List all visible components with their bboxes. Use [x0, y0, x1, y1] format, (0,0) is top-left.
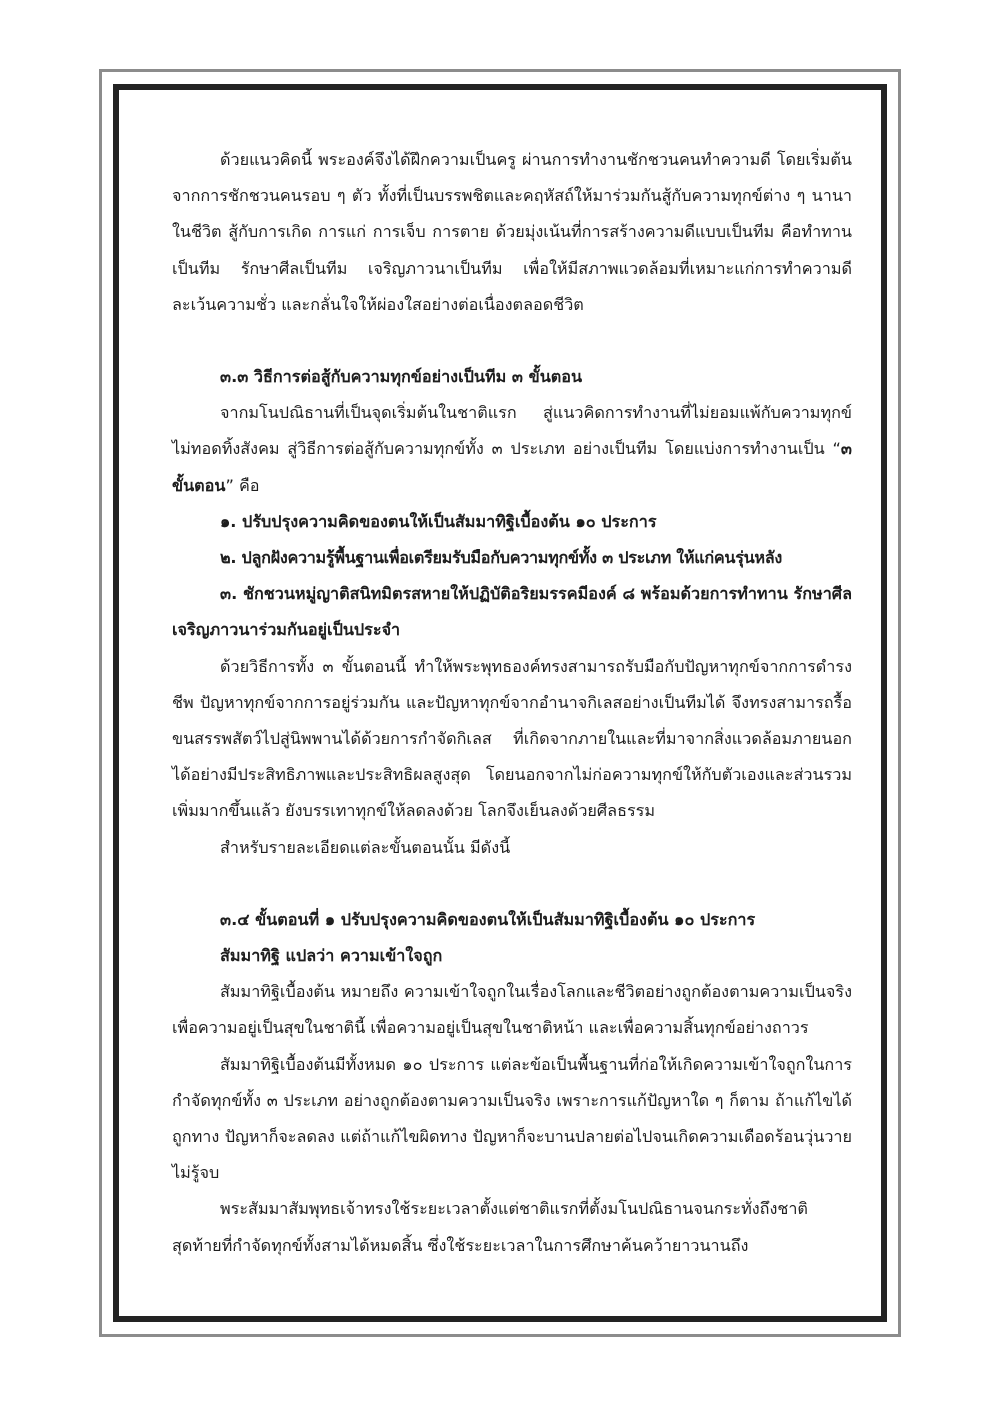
section-3-4-paragraph-2: สัมมาทิฐิเบื้องต้นมีทั้งหมด ๑๐ ประการ แต่ละข้อเป็นพื้นฐานที่ก่อให้เกิดความเข้าใจถูกในการกำจัดทุกข์ทั้ง ๓ ประเภท อย่างถูกต้องตามความเป็นจริง เพราะการแก้ปัญหาใด ๆ ก็ตาม ถ้าแก้ไขได้ถูกทาง ปัญหาก็จะลดลง แต่ถ้าแก้ไขผิดทาง ปัญหาก็จะบานปลายต่อไปจนเกิดความเดือดร้อนวุ่นวายไม่รู้จบ — [172, 1054, 852, 1183]
spacer — [172, 323, 852, 359]
section-3-4-subheading: สัมมาทิฐิ แปลว่า ความเข้าใจถูก — [220, 946, 443, 966]
step-1: ๑. ปรับปรุงความคิดของตนให้เป็นสัมมาทิฐิเบื้องต้น ๑๐ ประการ — [220, 511, 657, 531]
section-3-4-paragraph-1: สัมมาทิฐิเบื้องต้น หมายถึง ความเข้าใจถูกในเรื่องโลกและชีวิตอย่างถูกต้องตามความเป็นจริง เพื่อความอยู่เป็นสุขในชาตินี้ เพื่อความอยู่เป็นสุขในชาติหน้า และเพื่อความสิ้นทุกข์อย่างถาวร — [172, 982, 852, 1038]
section-3-3-body: ด้วยวิธีการทั้ง ๓ ขั้นตอนนี้ ทำให้พระพุทธองค์ทรงสามารถรับมือกับปัญหาทุกข์จากการดำรงชีพ ปัญหาทุกข์จากการอยู่ร่วมกัน และปัญหาทุกข์จากอำนาจกิเลสอย่างเป็นทีมได้ จึงทรงสามารถรื้อขนสรรพสัตว์ไปสู่นิพพานได้ด้วยการกำจัดกิเลส ที่เกิดจากภายในและที่มาจากสิ่งแวดล้อมภายนอกได้อย่างมีประสิทธิภาพและประสิทธิผลสูงสุด โดยนอกจากไม่ก่อความทุกข์ให้กับตัวเองและส่วนรวมเพิ่มมากขึ้นแล้ว ยังบรรเทาทุกข์ให้ลดลงด้วย โลกจึงเย็นลงด้วยศีลธรรม — [172, 656, 852, 821]
section-3-3-detail: สำหรับรายละเอียดแต่ละขั้นตอนนั้น มีดังนี้ — [220, 837, 511, 857]
step-3: ๓. ชักชวนหมู่ญาติสนิทมิตรสหายให้ปฏิบัติอริยมรรคมีองค์ ๘ พร้อมด้วยการทำทาน รักษาศีล เจริญภาวนาร่วมกันอยู่เป็นประจำ — [172, 584, 852, 640]
step-2: ๒. ปลูกฝังความรู้พื้นฐานเพื่อเตรียมรับมือกับความทุกข์ทั้ง ๓ ประเภท ให้แก่คนรุ่นหลัง — [220, 548, 782, 568]
spacer — [172, 866, 852, 902]
section-3-3-intro-bold: ๓ ขั้นตอน — [172, 439, 852, 495]
section-3-3-intro-before: จากมโนปณิธานที่เป็นจุดเริ่มต้นในชาติแรก สู่แนวคิดการทำงานที่ไม่ยอมแพ้กับความทุกข์ ไม่ทอดทิ้งสังคม สู่วิธีการต่อสู้กับความทุกข์ทั้ง ๓ ประเภท อย่างเป็นทีม โดยแบ่งการทำงานเป็น “ — [172, 403, 852, 459]
document-body — [172, 142, 852, 1264]
section-3-3-intro-after: ” คือ — [225, 475, 260, 495]
section-3-4-paragraph-3: พระสัมมาสัมพุทธเจ้าทรงใช้ระยะเวลาตั้งแต่ชาติแรกที่ตั้งมโนปณิธานจนกระทั่งถึงชาติสุดท้ายที่กำจัดทุกข์ทั้งสามได้หมดสิ้น ซึ่งใช้ระยะเวลาในการศึกษาค้นคว้ายาวนานถึง — [172, 1199, 808, 1255]
section-3-3-heading: ๓.๓ วิธีการต่อสู้กับความทุกข์อย่างเป็นทีม ๓ ขั้นตอน — [220, 367, 583, 387]
section-3-3-intro — [172, 395, 852, 504]
paragraph-intro: ด้วยแนวคิดนี้ พระองค์จึงได้ฝึกความเป็นครู ผ่านการทำงานชักชวนคนทำความดี โดยเริ่มต้นจากการชักชวนคนรอบ ๆ ตัว ทั้งที่เป็นบรรพชิตและคฤหัสถ์ให้มาร่วมกันสู้กับความทุกข์ต่าง ๆ นานาในชีวิต สู้กับการเกิด การแก่ การเจ็บ การตาย ด้วยมุ่งเน้นที่การสร้างความดีแบบเป็นทีม คือทำทานเป็นทีม รักษาศีลเป็นทีม เจริญภาวนาเป็นทีม เพื่อให้มีสภาพแวดล้อมที่เหมาะแก่การทำความดี ละเว้นความชั่ว และกลั่นใจให้ผ่องใสอย่างต่อเนื่องตลอดชีวิต — [172, 150, 852, 314]
section-3-4-heading: ๓.๔ ขั้นตอนที่ ๑ ปรับปรุงความคิดของตนให้เป็นสัมมาทิฐิเบื้องต้น ๑๐ ประการ — [220, 909, 756, 929]
